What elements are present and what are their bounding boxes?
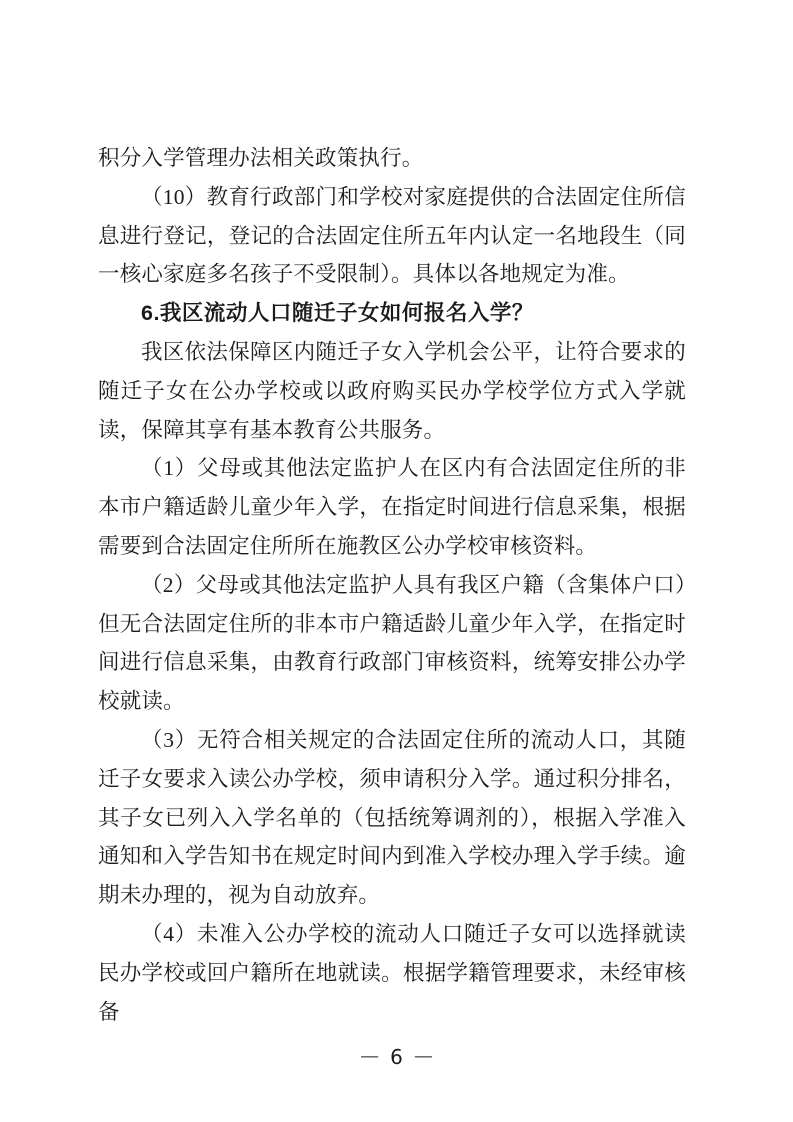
section-heading: 6.我区流动人口随迁子女如何报名入学？ <box>141 301 534 326</box>
para-item-1: （1）父母或其他法定监护人在区内有合法固定住所的非本市户籍适龄儿童少年入学，在指定时间进行信息采集，根据需要到合法固定住所所在施教区公办学校审核资料。 <box>98 456 686 558</box>
para-item-2: （2）父母或其他法定监护人具有我区户籍（含集体户口）但无合法固定住所的非本市户籍适龄儿童少年入学，在指定时间进行信息采集，由教育行政部门审核资料，统筹安排公办学校就读。 <box>98 572 686 714</box>
page-number: 6 <box>390 1045 403 1069</box>
para-q6-intro: 我区依法保障区内随迁子女入学机会公平，让符合要求的随迁子女在公办学校或以政府购买民办学校学位方式入学就读，保障其享有基本教育公共服务。 <box>98 339 686 442</box>
document-body <box>98 139 686 1031</box>
footer-dash-right: — <box>413 1045 433 1067</box>
para-continuation: 积分入学管理办法相关政策执行。 <box>98 146 424 170</box>
para-item-10: （10）教育行政部门和学校对家庭提供的合法固定住所信息进行登记，登记的合法固定住所五年内认定一名地段生（同一核心家庭多名孩子不受限制）。具体以各地规定为准。 <box>98 184 686 287</box>
para-item-3: （3）无符合相关规定的合法固定住所的流动人口，其随迁子女要求入读公办学校，须申请积分入学。通过积分排名，其子女已列入入学名单的（包括统筹调剂的），根据入学准入通知和入学告知书在规定时间内到准入学校办理入学手续。逾期未办理的，视为自动放弃。 <box>98 727 686 908</box>
para-item-4: （4）未准入公办学校的流动人口随迁子女可以选择就读民办学校或回户籍所在地就读。根据学籍管理要求，未经审核备 <box>98 921 686 1024</box>
footer-dash-left: — <box>360 1045 380 1067</box>
page-footer <box>0 1042 793 1072</box>
